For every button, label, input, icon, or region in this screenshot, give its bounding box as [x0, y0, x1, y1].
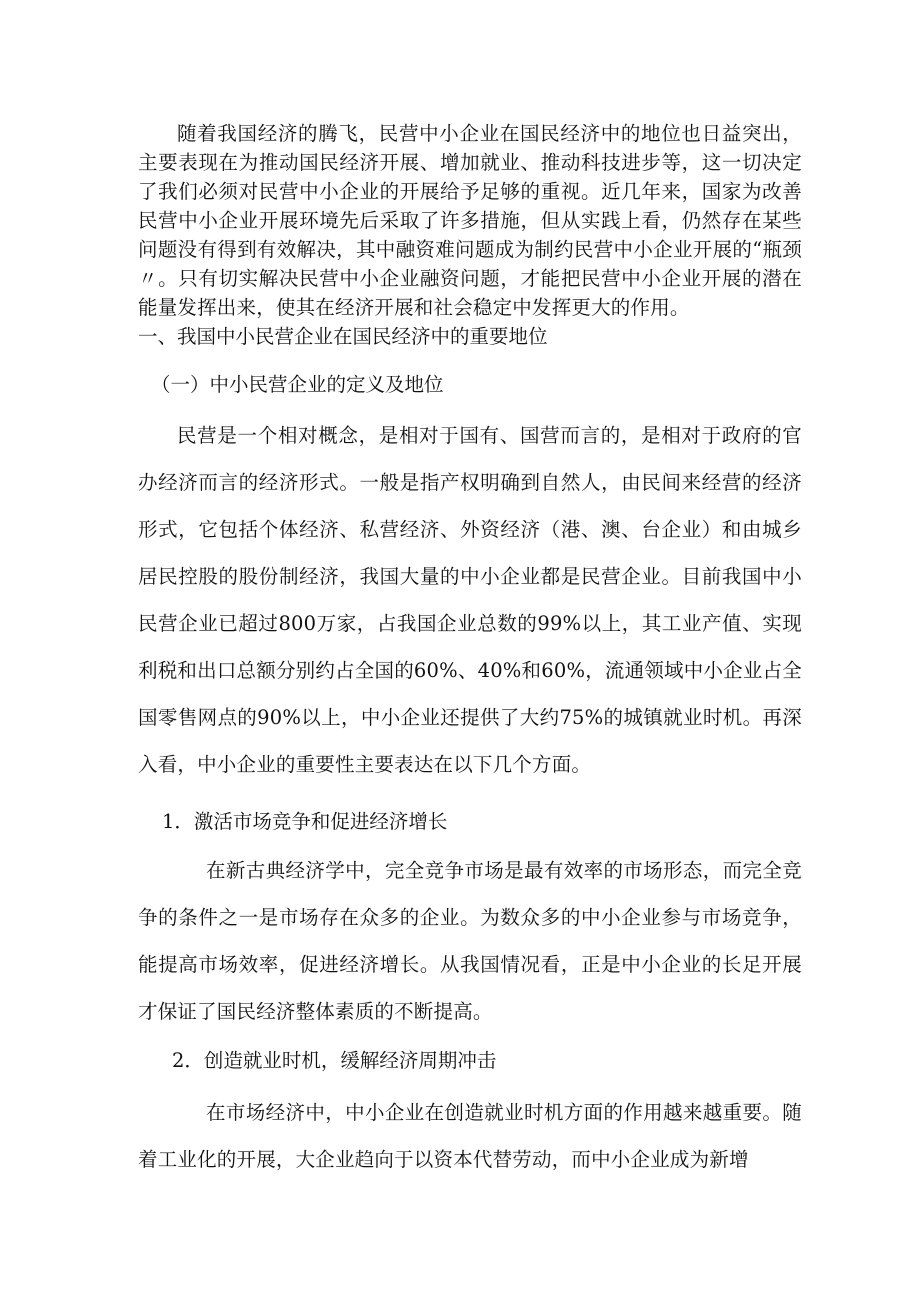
point2-heading: 2．创造就业时机，缓解经济周期冲击	[172, 1049, 497, 1072]
point1-heading: 1．激活市场竞争和促进经济增长	[162, 810, 448, 833]
point1-paragraph: 在新古典经济学中，完全竞争市场是最有效率的市场形态，而完全竞争的条件之一是市场存在众多的企业。为数众多的中小企业参与市场竞争，能提高市场效率，促进经济增长。从我国情况看，正是中小企业的长足开展才保证了国民经济整体素质的不断提高。	[138, 859, 802, 1023]
definition-paragraph: 民营是一个相对概念，是相对于国有、国营而言的，是相对于政府的官办经济而言的经济形式。一般是指产权明确到自然人，由民间来经营的经济形式，它包括个体经济、私营经济、外资经济（港、澳、台企业）和由城乡居民控股的股份制经济，我国大量的中小企业都是民营企业。目前我国中小民营企业已超过800万家，占我国企业总数的99%以上，其工业产值、实现利税和出口总额分别约占全国的60%、40%和60%，流通领域中小企业占全国零售网点的90%以上，中小企业还提供了大约75%的城镇就业时机。再深入看，中小企业的重要性主要表达在以下几个方面。	[138, 424, 802, 776]
section-heading: 一、我国中小民营企业在国民经济中的重要地位	[138, 325, 548, 348]
point2-paragraph: 在市场经济中，中小企业在创造就业时机方面的作用越来越重要。随着工业化的开展，大企业趋向于以资本代替劳动，而中小企业成为新增	[138, 1101, 802, 1171]
subsection-heading: （一）中小民营企业的定义及地位	[151, 373, 444, 396]
intro-paragraph: 随着我国经济的腾飞，民营中小企业在国民经济中的地位也日益突出，主要表现在为推动国民经济开展、增加就业、推动科技进步等，这一切决定了我们必须对民营中小企业的开展给予足够的重视。近几年来，国家为改善民营中小企业开展环境先后采取了许多措施，但从实践上看，仍然存在某些问题没有得到有效解决，其中融资难问题成为制约民营中小企业开展的“瓶颈〃。只有切实解决民营中小企业融资问题，才能把民营中小企业开展的潜在能量发挥出来，使其在经济开展和社会稳定中发挥更大的作用。	[138, 122, 802, 319]
